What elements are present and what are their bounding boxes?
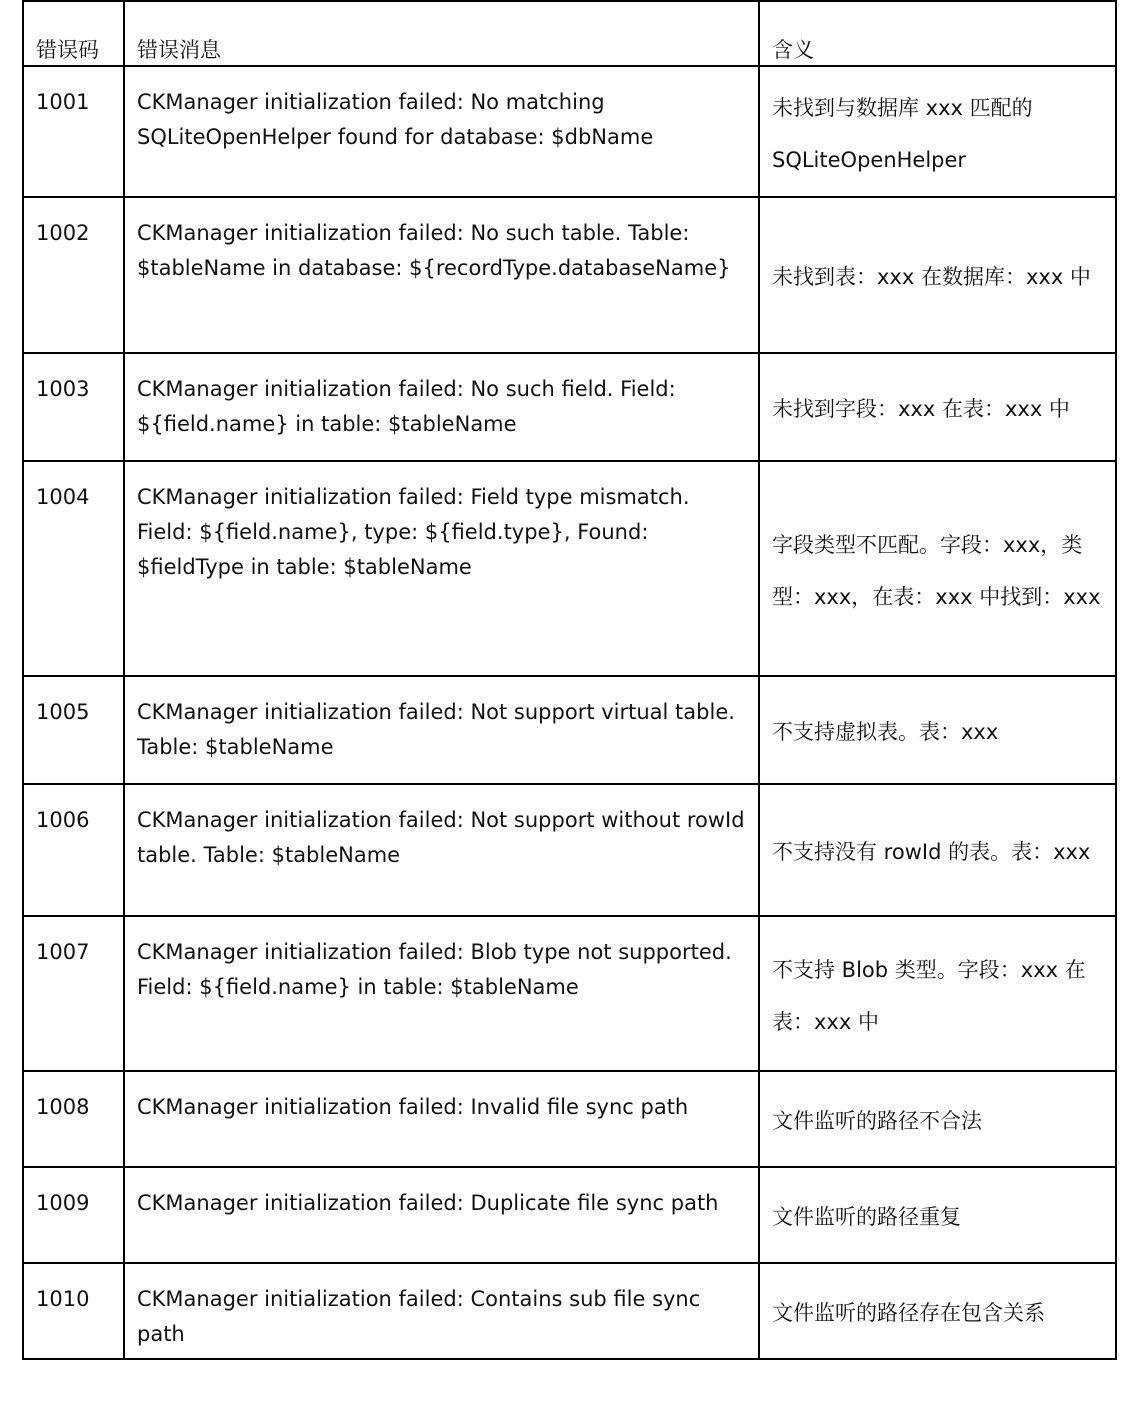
error-message: CKManager initialization failed: Field type mismatch. Field: ${field.name}, type: ${field.type}, Found: $fieldType in table: $tableName (124, 461, 759, 676)
error-code: 1008 (23, 1071, 124, 1167)
error-message: CKManager initialization failed: Not support without rowId table. Table: $tableName (124, 784, 759, 916)
table-row (23, 784, 1116, 916)
error-message: CKManager initialization failed: Duplicate file sync path (124, 1167, 759, 1263)
table-row (23, 1263, 1116, 1359)
table-row (23, 916, 1116, 1071)
error-meaning: 不支持 Blob 类型。字段：xxx 在表：xxx 中 (759, 916, 1116, 1071)
error-code: 1001 (23, 66, 124, 197)
error-meaning: 文件监听的路径不合法 (759, 1071, 1116, 1167)
table-row (23, 353, 1116, 461)
error-code: 1006 (23, 784, 124, 916)
error-meaning: 文件监听的路径重复 (759, 1167, 1116, 1263)
error-message: CKManager initialization failed: Not support virtual table. Table: $tableName (124, 676, 759, 784)
error-message: CKManager initialization failed: No such field. Field: ${field.name} in table: $tableName (124, 353, 759, 461)
header-code: 错误码 (23, 1, 124, 66)
header-row (23, 1, 1116, 66)
error-code: 1002 (23, 197, 124, 353)
error-meaning: 不支持没有 rowId 的表。表：xxx (759, 784, 1116, 916)
error-code: 1007 (23, 916, 124, 1071)
error-meaning: 字段类型不匹配。字段：xxx，类型：xxx，在表：xxx 中找到：xxx (759, 461, 1116, 676)
error-code: 1004 (23, 461, 124, 676)
table-row (23, 1167, 1116, 1263)
table-row (23, 461, 1116, 676)
error-code: 1009 (23, 1167, 124, 1263)
table-row (23, 676, 1116, 784)
error-meaning: 未找到表：xxx 在数据库：xxx 中 (759, 197, 1116, 353)
error-meaning: 不支持虚拟表。表：xxx (759, 676, 1116, 784)
error-code: 1005 (23, 676, 124, 784)
error-code: 1003 (23, 353, 124, 461)
error-message: CKManager initialization failed: Invalid file sync path (124, 1071, 759, 1167)
table-row (23, 1071, 1116, 1167)
error-message: CKManager initialization failed: Blob type not supported. Field: ${field.name} in table: $tableName (124, 916, 759, 1071)
header-meaning: 含义 (759, 1, 1116, 66)
error-code-table (22, 0, 1117, 1360)
table-row (23, 66, 1116, 197)
error-message: CKManager initialization failed: No matching SQLiteOpenHelper found for database: $dbName (124, 66, 759, 197)
error-meaning: 文件监听的路径存在包含关系 (759, 1263, 1116, 1359)
error-message: CKManager initialization failed: Contains sub file sync path (124, 1263, 759, 1359)
error-meaning: 未找到字段：xxx 在表：xxx 中 (759, 353, 1116, 461)
header-message: 错误消息 (124, 1, 759, 66)
table-row (23, 197, 1116, 353)
error-message: CKManager initialization failed: No such table. Table: $tableName in database: ${recordType.databaseName} (124, 197, 759, 353)
error-code: 1010 (23, 1263, 124, 1359)
error-meaning: 未找到与数据库 xxx 匹配的 SQLiteOpenHelper (759, 66, 1116, 197)
